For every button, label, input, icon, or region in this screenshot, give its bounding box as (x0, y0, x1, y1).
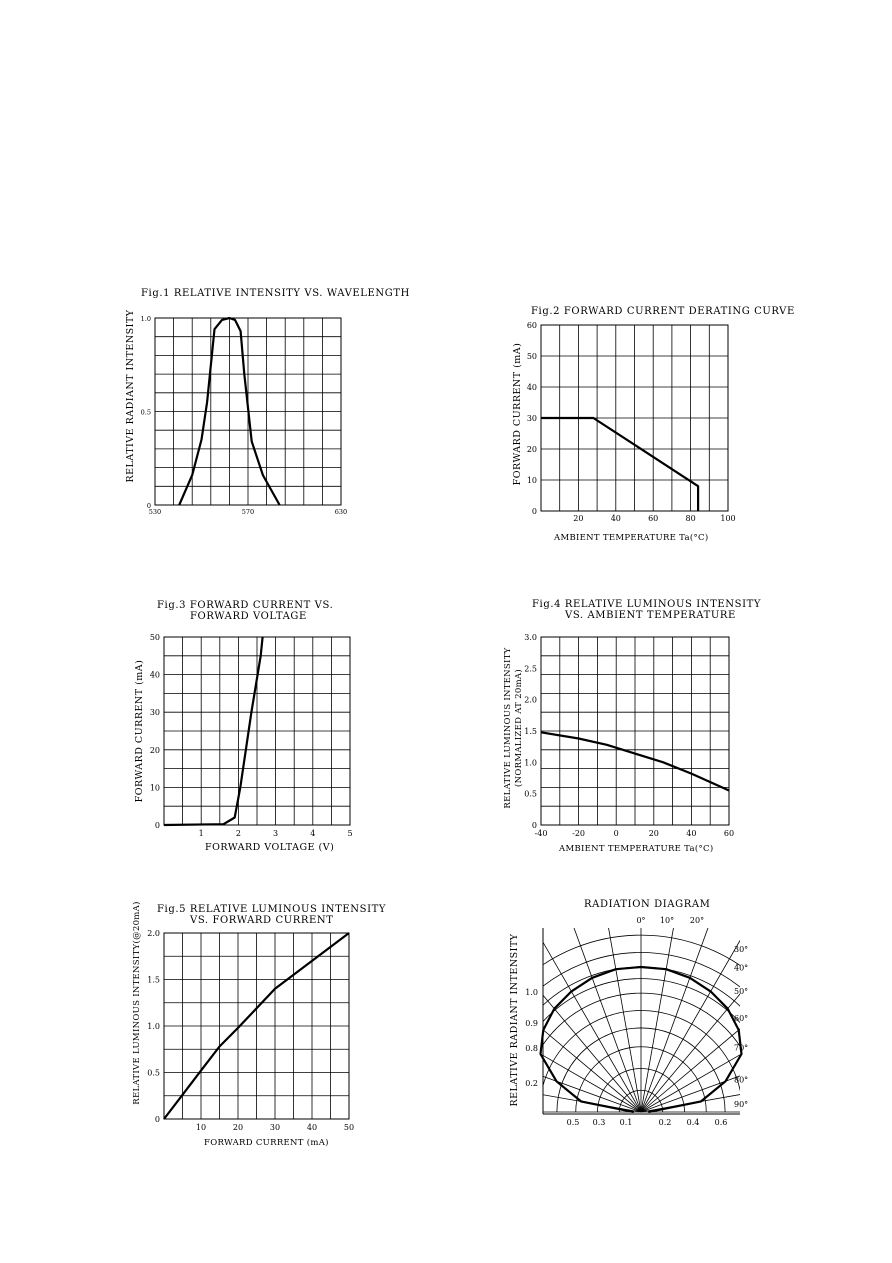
fig5-xtick-label: 30 (269, 1123, 281, 1132)
radiation-intensity-label: 0.8 (525, 1044, 538, 1053)
fig2-ytick-label: 0 (531, 507, 537, 516)
fig4-xtick-label: 60 (723, 829, 735, 838)
fig3-xtick-label: 2 (235, 829, 241, 838)
fig4-ylabel-line2: (NORMALIZED AT 20mA) (514, 669, 524, 787)
fig4-xlabel: AMBIENT TEMPERATURE Ta(°C) (559, 844, 714, 854)
radiation-title: RADIATION DIAGRAM (584, 899, 711, 910)
fig1-ylabel: RELATIVE RADIANT INTENSITY (125, 309, 136, 483)
fig2-xtick-label: 40 (610, 514, 621, 523)
radiation-angle-label: 10° (659, 916, 675, 925)
fig5-ytick-label: 2.0 (147, 929, 160, 938)
polar-spoke (501, 945, 641, 1112)
fig5-xtick-label: 50 (343, 1123, 355, 1132)
polar-spoke (437, 1038, 641, 1112)
fig5-ytick-label: 0.5 (147, 1068, 160, 1078)
fig2-ytick-label: 60 (526, 321, 537, 330)
fig5-ytick-label: 1.0 (147, 1022, 160, 1031)
fig2-xlabel: AMBIENT TEMPERATURE Ta(°C) (554, 533, 709, 543)
fig4-title: Fig.4 RELATIVE LUMINOUS INTENSITY (532, 599, 762, 610)
fig4-xtick-label: 20 (648, 829, 659, 838)
fig2-xtick-label: 20 (573, 514, 584, 523)
fig2-ytick-label: 40 (526, 383, 537, 392)
radiation-grid (424, 895, 859, 1113)
fig2-xtick-label: 80 (685, 514, 696, 523)
fig3-grid (164, 637, 350, 825)
radiation-diagram (424, 895, 859, 1128)
fig1-ytick-label: 0.5 (140, 408, 151, 417)
fig2-ytick-label: 30 (526, 414, 537, 423)
fig3-xtick-label: 4 (310, 829, 316, 838)
fig4-xtick-label: -40 (534, 829, 548, 838)
radiation-intensity-label: 0.9 (525, 1019, 538, 1028)
fig3-xlabel: FORWARD VOLTAGE (V) (205, 842, 335, 853)
fig2-ytick-label: 50 (526, 352, 537, 361)
fig5-chart (131, 901, 386, 1148)
radiation-intensity-label: 0.2 (525, 1079, 538, 1088)
fig1-xtick-label: 530 (148, 508, 162, 516)
fig3-title: Fig.3 FORWARD CURRENT VS. (157, 600, 334, 611)
radiation-angle-label: 90° (734, 1100, 749, 1109)
fig5-xlabel: FORWARD CURRENT (mA) (204, 1138, 329, 1148)
fig4-chart (503, 599, 761, 854)
fig2-ytick-label: 20 (526, 445, 537, 454)
fig3-chart (134, 600, 353, 853)
fig4-ytick-label: 2.5 (524, 664, 537, 674)
fig3-title-line2: FORWARD VOLTAGE (190, 611, 307, 622)
polar-spoke (567, 908, 641, 1112)
fig5-grid (164, 933, 349, 1119)
fig4-ytick-label: 1.0 (524, 758, 537, 768)
fig3-ytick-label: 40 (149, 670, 160, 680)
fig4-xtick-label: 40 (686, 829, 697, 838)
fig5-title-line2: VS. FORWARD CURRENT (190, 915, 334, 926)
fig2-xtick-label: 100 (720, 514, 736, 523)
radiation-bottom-label: 0.1 (619, 1118, 633, 1127)
fig5-ytick-label: 1.5 (147, 975, 160, 985)
fig3-ytick-label: 30 (149, 708, 160, 718)
fig4-title-line2: VS. AMBIENT TEMPERATURE (565, 610, 736, 621)
fig1-chart (125, 288, 410, 516)
fig5-xtick-label: 10 (195, 1123, 207, 1132)
fig4-ytick-label: 0 (531, 821, 537, 830)
radiation-intensity-label: 1.0 (525, 988, 538, 997)
fig4-ytick-label: 0.5 (524, 789, 537, 799)
fig2-chart (512, 306, 795, 543)
polar-spoke (641, 908, 715, 1112)
fig1-xtick-label: 570 (241, 508, 255, 516)
radiation-angle-label: 60° (734, 1013, 749, 1023)
fig2-ytick-label: 10 (526, 476, 537, 485)
radiation-bottom-label: 0.3 (592, 1118, 606, 1127)
radiation-angle-label: 80° (734, 1075, 749, 1085)
fig3-ytick-label: 50 (149, 633, 160, 642)
fig4-ytick-label: 3.0 (524, 633, 537, 642)
fig3-ytick-label: 10 (149, 783, 160, 793)
radiation-bottom-label: 0.5 (566, 1118, 580, 1127)
fig4-grid (541, 637, 729, 825)
fig5-ytick-label: 0 (154, 1115, 160, 1124)
fig3-xtick-label: 1 (198, 829, 204, 838)
fig1-ytick-label: 0 (146, 502, 151, 510)
fig1-xtick-label: 630 (334, 508, 348, 516)
fig4-ytick-label: 1.5 (524, 727, 537, 736)
polar-spoke (641, 945, 781, 1112)
fig5-ylabel: RELATIVE LUMINOUS INTENSITY(@20mA) (132, 901, 142, 1105)
fig5-xtick-label: 40 (306, 1123, 318, 1132)
fig4-xtick-label: -20 (572, 829, 586, 838)
fig1-title: Fig.1 RELATIVE INTENSITY VS. WAVELENGTH (141, 288, 410, 299)
radiation-angle-label: 30° (734, 944, 749, 954)
radiation-bottom-label: 0.4 (686, 1118, 700, 1127)
radiation-bottom-label: 0.6 (714, 1118, 728, 1127)
fig5-xtick-label: 20 (232, 1123, 244, 1132)
fig2-title: Fig.2 FORWARD CURRENT DERATING CURVE (531, 306, 795, 317)
fig2-ylabel: FORWARD CURRENT (mA) (512, 342, 523, 486)
fig4-ylabel: RELATIVE LUMINOUS INTENSITY (503, 647, 513, 809)
fig4-ytick-label: 2.0 (524, 695, 537, 705)
radiation-angle-label: 40° (734, 963, 749, 973)
fig1-ytick-label: 1.0 (140, 315, 151, 323)
fig4-xtick-label: 0 (613, 829, 619, 838)
fig3-ytick-label: 20 (149, 745, 160, 755)
radiation-bottom-label: 0.2 (658, 1118, 672, 1127)
radiation-angle-label: 50° (734, 986, 749, 996)
fig3-ylabel: FORWARD CURRENT (mA) (134, 659, 145, 803)
fig5-title: Fig.5 RELATIVE LUMINOUS INTENSITY (157, 904, 387, 915)
fig3-xtick-label: 3 (273, 829, 279, 838)
fig3-ytick-label: 0 (154, 821, 160, 830)
fig3-xtick-label: 5 (347, 829, 353, 838)
radiation-angle-label: 20° (689, 916, 705, 925)
fig2-series-line (541, 418, 698, 511)
radiation-angle-label: 70° (734, 1043, 749, 1053)
fig2-xtick-label: 60 (648, 514, 659, 523)
radiation-ylabel: RELATIVE RADIANT INTENSITY (509, 933, 520, 1107)
radiation-angle-label: 0° (636, 916, 646, 925)
